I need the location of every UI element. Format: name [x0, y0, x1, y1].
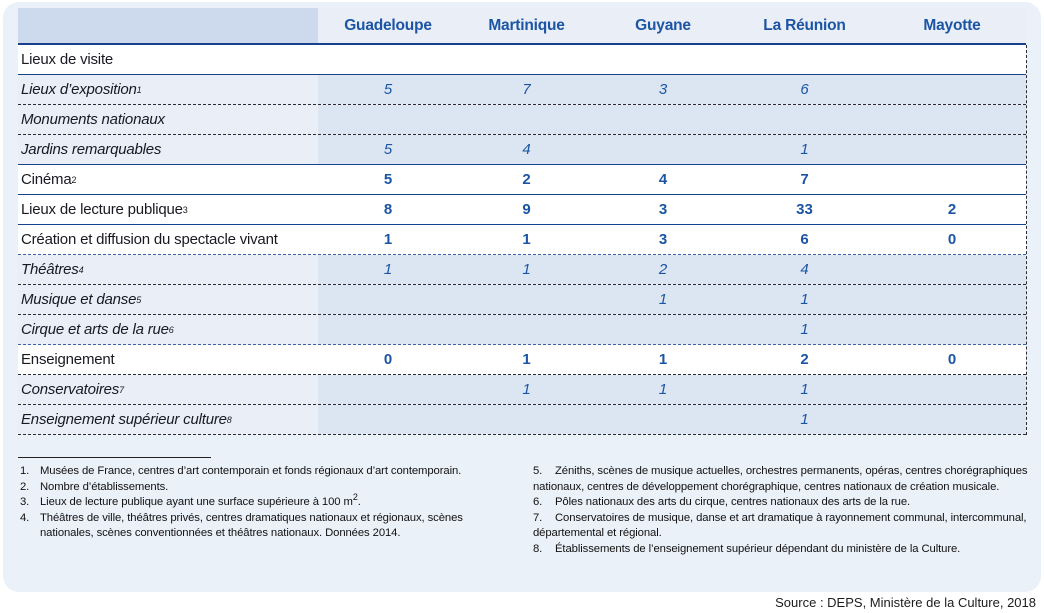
source-caption: Source : DEPS, Ministère de la Culture, 2018 — [775, 595, 1036, 610]
cell-value — [878, 105, 1026, 134]
cell-value — [595, 405, 731, 434]
table-row — [18, 315, 1026, 345]
cell-value — [878, 255, 1026, 284]
cell-value: 7 — [458, 75, 595, 104]
cell-value: 0 — [947, 231, 957, 248]
table-row — [18, 225, 1026, 255]
cell-value: 4 — [731, 255, 878, 284]
cell-value — [878, 75, 1026, 104]
cell-value: 6 — [731, 75, 878, 104]
table-row — [18, 165, 1026, 195]
cell-value: 1 — [731, 285, 878, 314]
row-label: Conservatoires 7 — [18, 375, 318, 404]
cell-value — [318, 315, 458, 344]
header-corner-cell — [18, 8, 318, 43]
cell-value: 2 — [800, 351, 809, 368]
table-row — [18, 285, 1026, 315]
row-label: Création et diffusion du spectacle vivant — [21, 231, 278, 248]
column-header-guyane: Guyane — [595, 8, 731, 43]
row-label: Cirque et arts de la rue 6 — [18, 315, 318, 344]
cell-value: 0 — [383, 351, 393, 368]
cell-value: 1 — [658, 351, 668, 368]
cell-value — [878, 405, 1026, 434]
column-header-mayotte: Mayotte — [878, 8, 1026, 43]
column-header-guadeloupe: Guadeloupe — [318, 8, 458, 43]
table-row — [18, 375, 1026, 405]
row-label: Monuments nationaux — [18, 105, 318, 134]
cell-value: 1 — [595, 285, 731, 314]
table-row — [18, 405, 1026, 435]
table-panel — [3, 2, 1041, 592]
cell-value: 2 — [522, 171, 531, 188]
cell-value — [878, 315, 1026, 344]
row-label: Lieux de visite — [21, 51, 114, 68]
cell-value: 5 — [318, 135, 458, 164]
footnote: 7. Conservatoires de musique, danse et art dramatique à rayonnement communal, intercommunal, départemental et régional. — [533, 511, 1027, 539]
footnote: 1. Musées de France, centres d’art contemporain et fonds régionaux d’art contemporain. — [20, 465, 462, 477]
cell-value: 8 — [383, 201, 393, 218]
cell-value: 0 — [947, 351, 957, 368]
row-label: Enseignement supérieur culture 8 — [18, 405, 318, 434]
table-row — [18, 45, 1026, 75]
cell-value: 7 — [800, 171, 809, 188]
cell-value — [458, 45, 595, 74]
cell-value: 1 — [595, 375, 731, 404]
footnotes-left-column — [20, 464, 518, 542]
data-table — [18, 8, 1026, 435]
cell-value: 3 — [658, 201, 668, 218]
cell-value: 9 — [522, 201, 531, 218]
cell-value — [878, 135, 1026, 164]
cell-value — [318, 105, 458, 134]
footnote: 8. Établissements de l’enseignement supérieur dépendant du ministère de la Culture. — [533, 542, 961, 555]
footnote: 5. Zéniths, scènes de musique actuelles, orchestres permanents, opéras, centres chorégraphiques nationaux, centres de développement chorégraphique, centres nationaux de création musicale. — [533, 465, 1028, 493]
cell-value — [458, 285, 595, 314]
cell-value: 33 — [796, 201, 813, 218]
cell-value: 2 — [947, 201, 957, 218]
cell-value — [318, 285, 458, 314]
cell-value — [878, 375, 1026, 404]
cell-value: 1 — [731, 375, 878, 404]
cell-value — [878, 45, 1026, 74]
table-row — [18, 195, 1026, 225]
cell-value: 4 — [658, 171, 668, 188]
table-row — [18, 105, 1026, 135]
table-row — [18, 345, 1026, 375]
cell-value: 5 — [318, 75, 458, 104]
cell-value — [595, 45, 731, 74]
footnotes-divider — [18, 457, 211, 458]
cell-value: 1 — [522, 351, 531, 368]
cell-value — [731, 45, 878, 74]
row-label: Jardins remarquables — [18, 135, 318, 164]
cell-value — [878, 285, 1026, 314]
footnote: 2. Nombre d’établissements. — [20, 480, 169, 493]
cell-value: 1 — [458, 255, 595, 284]
cell-value — [595, 315, 731, 344]
cell-value: 4 — [458, 135, 595, 164]
row-label: Lieux de lecture publique 3 — [21, 201, 188, 218]
cell-value: 6 — [800, 231, 809, 248]
cell-value — [731, 105, 878, 134]
cell-value — [458, 405, 595, 434]
cell-value — [318, 405, 458, 434]
cell-value: 1 — [318, 255, 458, 284]
cell-value: 1 — [522, 231, 531, 248]
column-header-martinique: Martinique — [458, 8, 595, 43]
row-label: Musique et danse 5 — [18, 285, 318, 314]
footnote: 4. Théâtres de ville, théâtres privés, centres dramatiques nationaux et régionaux, scènes nationales, scènes conventionnées et théâtres nationaux. Données 2014. — [20, 511, 463, 539]
cell-value — [595, 135, 731, 164]
cell-value: 1 — [731, 315, 878, 344]
row-label: Théâtres 4 — [18, 255, 318, 284]
footnotes-right-column — [533, 464, 1031, 557]
cell-value: 1 — [731, 405, 878, 434]
row-label: Enseignement — [21, 351, 115, 368]
footnote: 6. Pôles nationaux des arts du cirque, centres nationaux des arts de la rue. — [533, 496, 911, 508]
table-row — [18, 75, 1026, 105]
table-row — [18, 135, 1026, 165]
cell-value: 1 — [383, 231, 393, 248]
cell-value — [458, 315, 595, 344]
cell-value — [318, 375, 458, 404]
cell-value — [318, 45, 458, 74]
row-label: Lieux d’exposition 1 — [18, 75, 318, 104]
footnote: 3. Lieux de lecture publique ayant une surface supérieure à 100 $m^2$. — [20, 492, 361, 508]
row-label: Cinéma 2 — [21, 171, 77, 188]
cell-value: 1 — [731, 135, 878, 164]
cell-value — [878, 165, 1026, 194]
table-row — [18, 255, 1026, 285]
cell-value — [458, 105, 595, 134]
column-header-la-reunion: La Réunion — [731, 8, 878, 43]
cell-value: 2 — [595, 255, 731, 284]
cell-value: 3 — [595, 75, 731, 104]
cell-value — [595, 105, 731, 134]
cell-value: 5 — [383, 171, 393, 188]
table-body — [18, 45, 1026, 435]
cell-value: 1 — [458, 375, 595, 404]
cell-value: 3 — [658, 231, 668, 248]
table-header-row — [18, 8, 1026, 45]
